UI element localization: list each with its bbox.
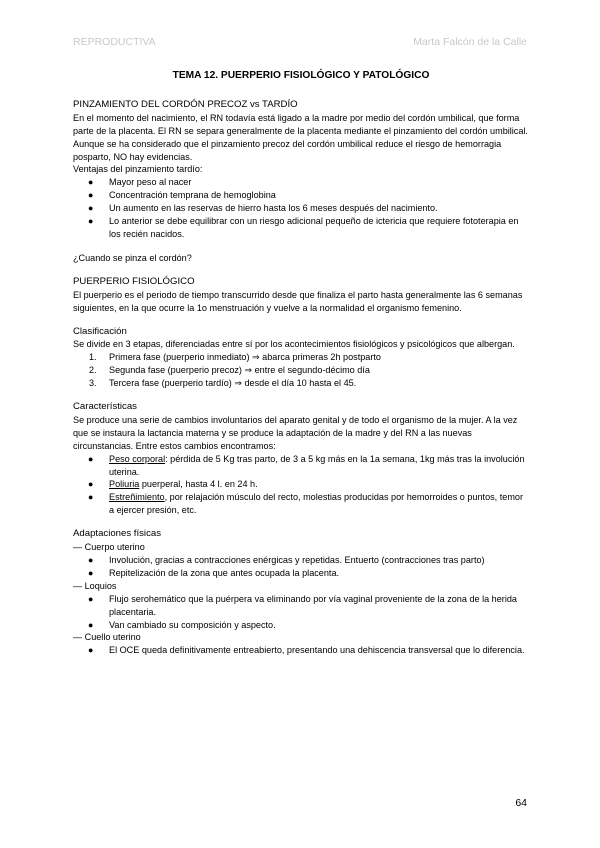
bullet-icon: ● [88, 593, 94, 604]
bullet-icon: ● [88, 555, 94, 565]
list-item: ● Lo anterior se debe equilibrar con un riesgo adicional pequeño de ictericia que requiere fototerapia en los recién nacidos. [88, 216, 519, 239]
question-text: ¿Cuando se pinza el cordón? [73, 252, 192, 263]
caracteristicas-intro: Se produce una serie de cambios involuntarios del aparato genital y de todo el organismo de la mujer. A la vez que se instaura la lactancia materna y se produce la adaptación de la madre y del RN a las nuevas circunstancias. Entre estos cambios encontramos: [73, 414, 518, 451]
bullet-icon: ● [88, 190, 94, 201]
list-item: ● Involución, gracias a contracciones enérgicas y repetidas. Entuerto (contracciones tras parto) [88, 555, 485, 565]
list-item: ● Flujo serohemático que la puérpera va eliminando por vía vaginal proveniente de la zona de la herida placentaria. [88, 593, 517, 617]
clasificacion-heading: Clasificación [73, 325, 127, 337]
list-item: ● Poliuria puerperal, hasta 4 l. en 24 h. [88, 479, 258, 490]
bullet-icon: ● [88, 567, 94, 578]
caracteristicas-list [73, 453, 529, 518]
clasificacion-list [73, 351, 529, 390]
bullet-icon: ● [88, 492, 94, 503]
bullet-icon: ● [88, 453, 94, 464]
list-item: ● Concentración temprana de hemoglobina [88, 190, 276, 201]
list-item: ● El OCE queda definitivamente entreabierto, presentando una dehiscencia transversal que lo diferencia. [88, 645, 525, 656]
loquios-label: — Loquios [73, 580, 117, 591]
bullet-icon: ● [88, 216, 94, 227]
cuello-uterino-label: — Cuello uterino [73, 632, 141, 643]
list-item: ● Repitelización de la zona que antes ocupada la placenta. [88, 567, 340, 578]
document-body [73, 70, 529, 657]
bullet-icon: ● [88, 619, 94, 630]
list-item: 2. Segunda fase (puerperio precoz) ⇒ entre el segundo-décimo día [89, 365, 370, 376]
fisiologico-paragraph: El puerperio es el periodo de tiempo transcurrido desde que finaliza el parto hasta generalmente las 6 semanas siguientes, en la que ocurre la 1o menstruación y vuelve a la normalidad el organismo femenino. [73, 289, 523, 313]
list-item: 1. Primera fase (puerperio inmediato) ⇒ abarca primeras 2h postparto [89, 352, 381, 363]
list-item: ● Mayor peso al nacer [88, 177, 192, 188]
header-left-text: REPRODUCTIVA [73, 36, 156, 48]
cuello-uterino-list [73, 644, 529, 657]
bullet-icon: ● [88, 203, 94, 214]
list-item: ● Van cambiado su composición y aspecto. [88, 619, 276, 630]
header-right-text: Marta Falcón de la Calle [413, 36, 527, 48]
list-item: ● Peso corporal: pérdida de 5 Kg tras parto, de 3 a 5 kg más en la 1a semana, 1kg más tras la involución uterina. [88, 453, 525, 477]
list-item: 3. Tercera fase (puerperio tardío) ⇒ desde el día 10 hasta el 45. [89, 378, 357, 389]
list-item: ● Un aumento en las reservas de hierro hasta los 6 meses después del nacimiento. [88, 203, 438, 214]
ventajas-list [73, 176, 529, 241]
adaptaciones-heading: Adaptaciones físicas [73, 528, 161, 540]
page-number: 64 [515, 797, 527, 809]
cuerpo-uterino-label: — Cuerpo uterino [73, 542, 145, 553]
ventajas-label: Ventajas del pinzamiento tardío: [73, 164, 203, 175]
document-title: TEMA 12. PUERPERIO FISIOLÓGICO Y PATOLÓGICO [172, 70, 430, 81]
list-item: ● Estreñimiento, por relajación músculo del recto, molestias producidas por hemorroides o puntos, temor a ejercer presión, etc. [88, 492, 523, 516]
loquios-list [73, 593, 529, 632]
cuerpo-uterino-list [73, 554, 529, 580]
bullet-icon: ● [88, 479, 94, 490]
caracteristicas-heading: Características [73, 401, 137, 413]
bullet-icon: ● [88, 177, 94, 188]
pinzamiento-paragraph: En el momento del nacimiento, el RN todavía está ligado a la madre por medio del cordón umbilical, que forma parte de la placenta. El RN se separa generalmente de la placenta mediante el pinzamiento del cordón umbilical. Aunque se ha considerado que el pinzamiento precoz del cordón umbilical reduce el riesgo de hemorragia posparto, NO hay evidencias. [73, 112, 528, 162]
clasificacion-intro: Se divide en 3 etapas, diferenciadas entre sí por los acontecimientos fisiológicos y psicológicos que albergan. [73, 339, 515, 350]
fisiologico-heading: PUERPERIO FISIOLÓGICO [73, 275, 195, 287]
pinzamiento-heading: PINZAMIENTO DEL CORDÓN PRECOZ vs TARDÍO [73, 98, 298, 110]
bullet-icon: ● [88, 645, 94, 656]
